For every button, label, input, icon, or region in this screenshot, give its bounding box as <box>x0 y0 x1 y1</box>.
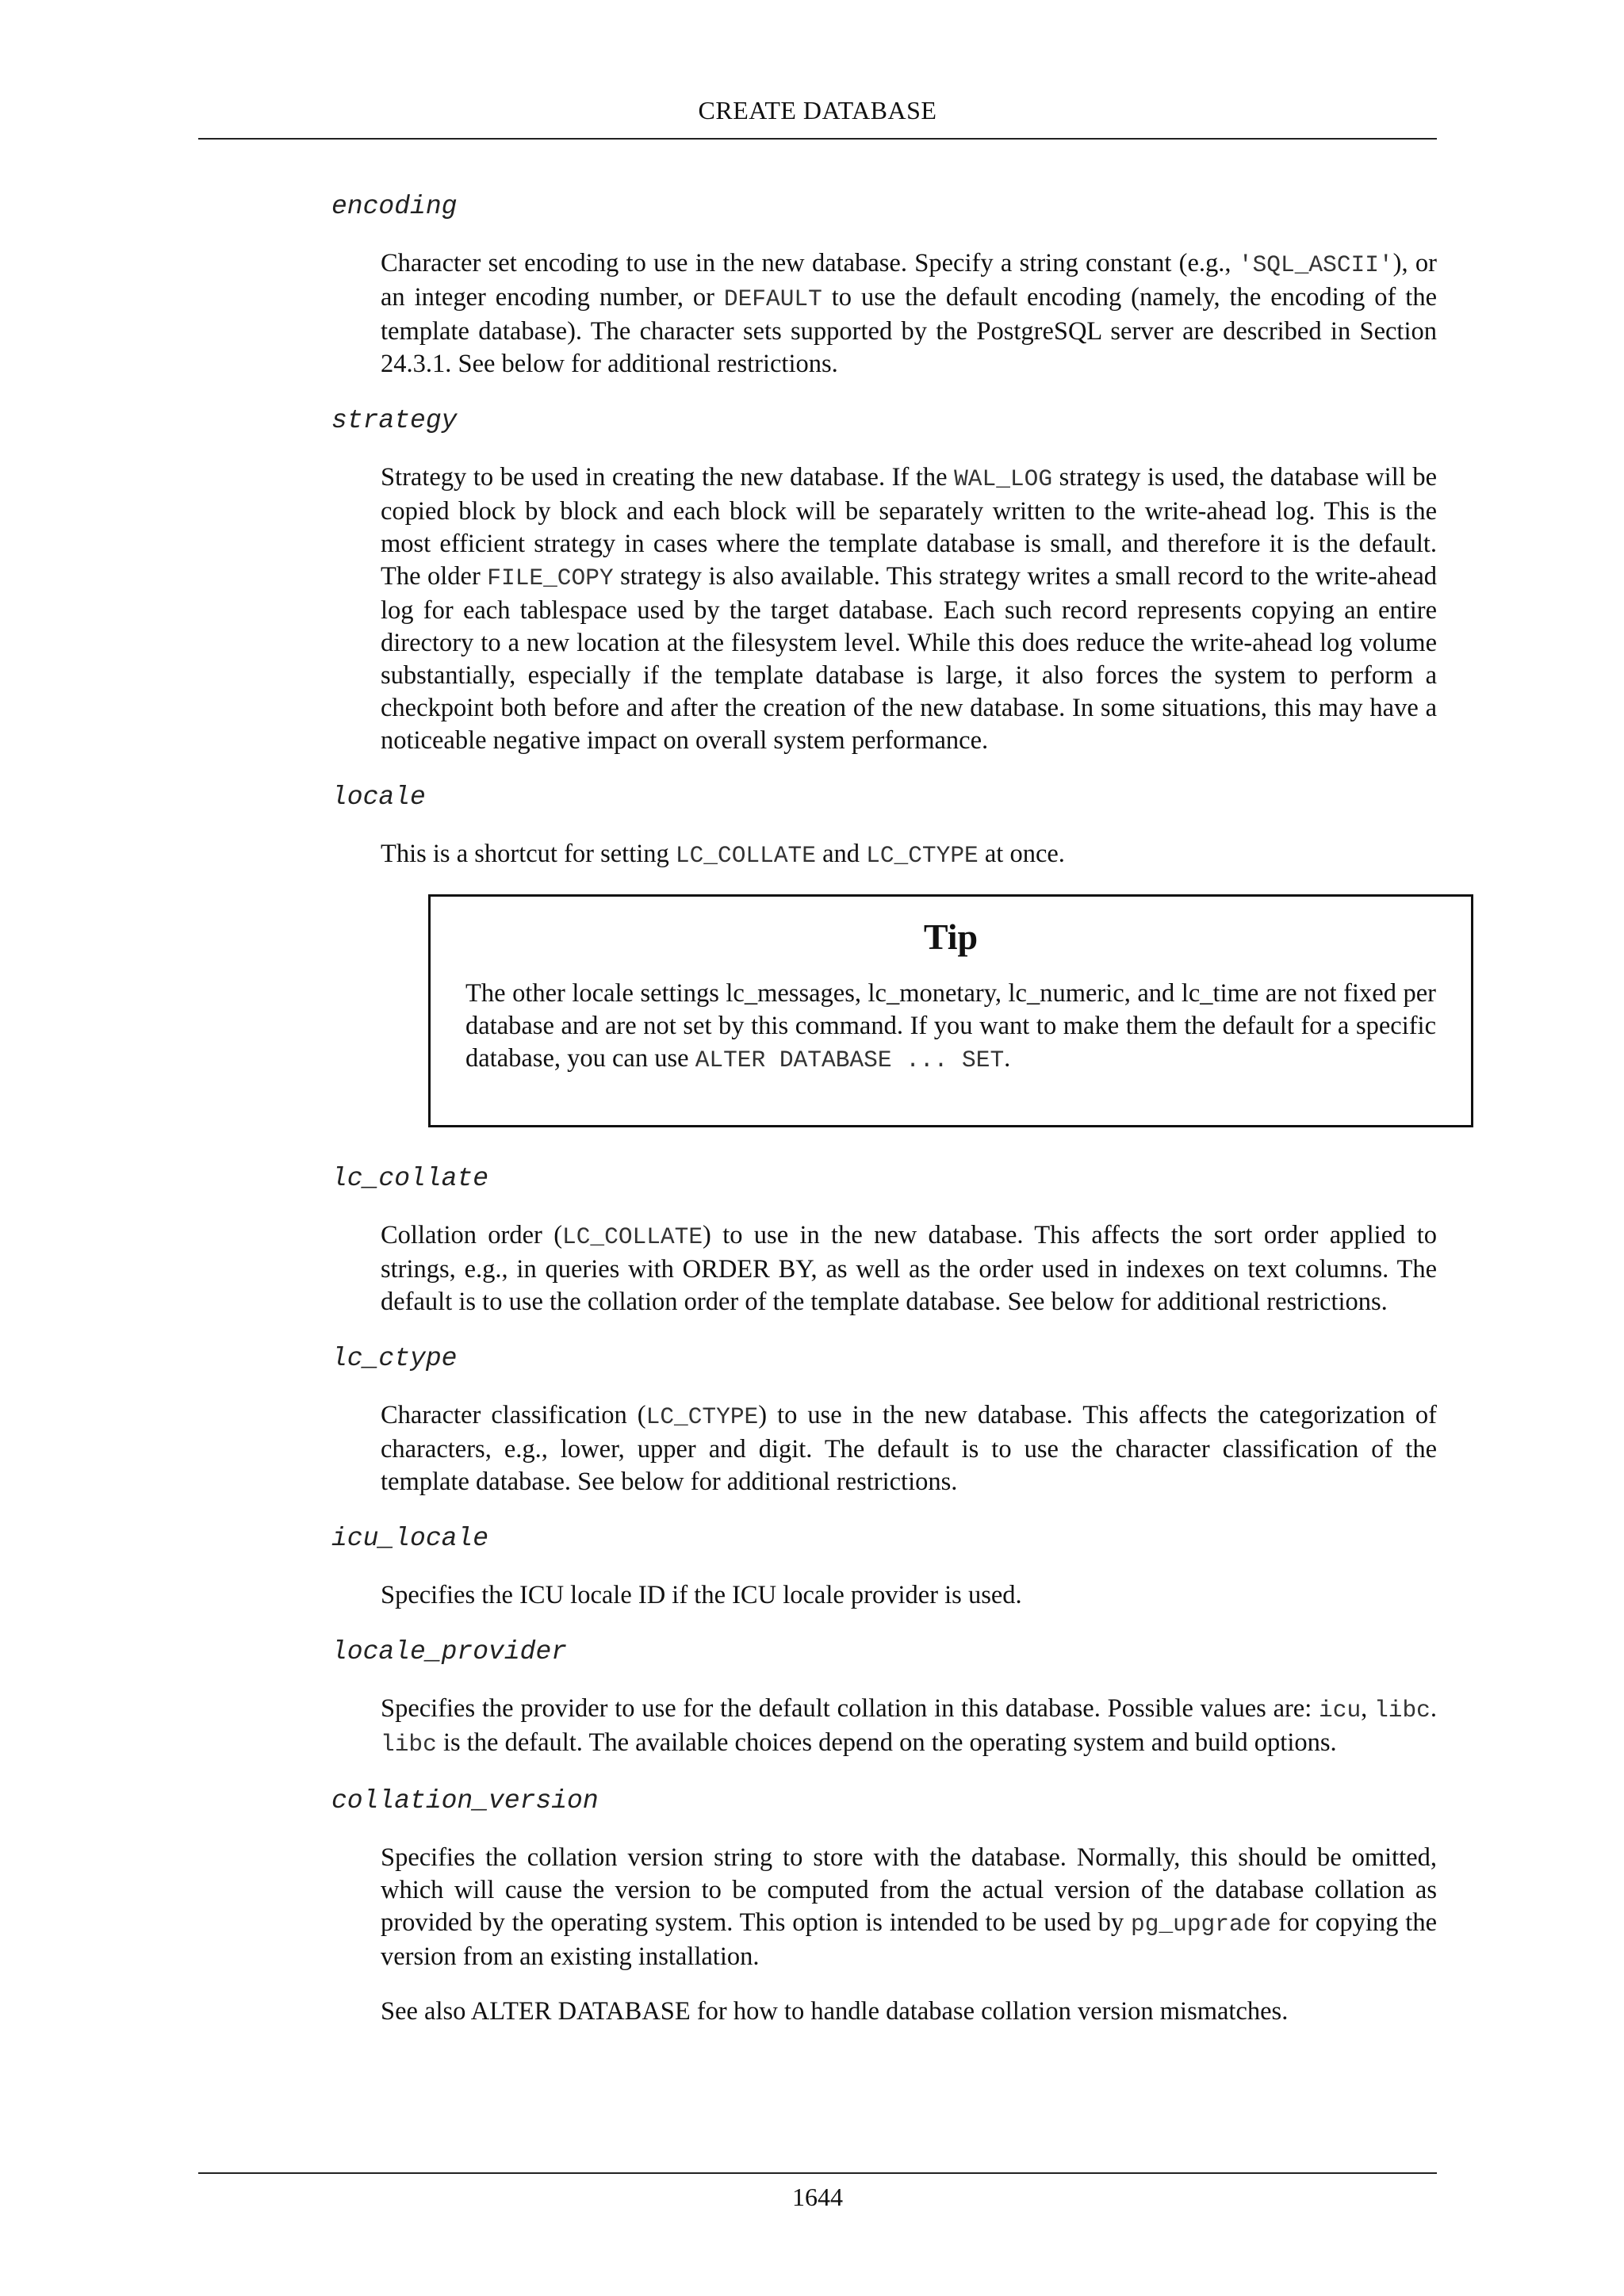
text-segment: Specifies the collation version string to store with the database. Normally, this should be omitted, which will cause the version to be computed from the actual version of the database collation as provided by the operating system. This option is intended to be used by <box>381 1843 1437 1937</box>
page-header <box>198 92 1437 140</box>
param-desc-lc-collate <box>381 1219 1437 1318</box>
text-segment: ) to use in the new database. This affects the sort order applied to strings, e.g., in queries with ORDER BY, as well as the order used in indexes on text columns. The default is to use the collation order of the template database. See below for additional restrictions. <box>381 1221 1437 1316</box>
text-segment: for copying the version from an existing installation. <box>381 1908 1437 1971</box>
text-segment: strategy is used, the database will be copied block by block and each block will be separately written to the write-ahead log. This is the most efficient strategy in cases where the template database is small, and therefore it is the default. The older <box>381 463 1437 591</box>
param-desc-locale <box>381 838 1437 872</box>
param-term-encoding: encoding <box>331 192 458 221</box>
text-segment: Collation order ( <box>381 1221 563 1249</box>
param-term-lc-collate: lc_collate <box>331 1164 489 1193</box>
text-segment: Character set encoding to use in the new database. Specify a string constant (e.g., <box>381 249 1239 277</box>
param-term-lc-ctype: lc_ctype <box>331 1344 458 1373</box>
code-literal: 'SQL_ASCII' <box>1238 251 1393 278</box>
text-segment: to use the default encoding (namely, the encoding of the template database). The character sets supported by the PostgreSQL server are described in Section 24.3.1. See below for additional restrictions. <box>381 283 1437 378</box>
text-segment: Strategy to be used in creating the new database. If the <box>381 463 955 492</box>
param-desc-locale-provider <box>381 1693 1437 1761</box>
param-term-icu-locale: icu_locale <box>331 1524 489 1553</box>
param-term-locale: locale <box>331 783 426 812</box>
page-footer <box>198 2172 1437 2215</box>
page-number: 1644 <box>792 2183 843 2211</box>
param-desc-icu-locale <box>381 1579 1437 1612</box>
code-literal: LC_COLLATE <box>675 842 816 869</box>
code-literal: LC_CTYPE <box>866 842 979 869</box>
page-header-title: CREATE DATABASE <box>698 96 937 124</box>
text-segment: is the default. The available choices depend on the operating system and build options. <box>436 1728 1337 1757</box>
text-segment: ), or an integer encoding number, or <box>381 249 1437 312</box>
code-literal: LC_CTYPE <box>645 1403 759 1430</box>
code-literal: DEFAULT <box>723 285 822 312</box>
text-segment: ) to use in the new database. This affects the categorization of characters, e.g., lower, upper and digit. The default is to use the character classification of the template database. See below for additional restrictions. <box>381 1401 1437 1496</box>
tip-title: Tip <box>923 916 979 957</box>
param-desc-lc-ctype <box>381 1399 1437 1498</box>
text-segment: and <box>815 840 867 868</box>
tip-body <box>465 978 1436 1077</box>
text-segment: Character classification ( <box>381 1401 646 1429</box>
param-see-also-collation-version: See also ALTER DATABASE for how to handle database collation version mismatches. <box>381 1997 1289 2026</box>
text-segment: . <box>1004 1044 1011 1073</box>
param-desc-encoding <box>381 247 1437 381</box>
param-desc-collation-version <box>381 1842 1437 1973</box>
code-literal: pg_upgrade <box>1131 1911 1272 1938</box>
tip-box <box>428 894 1473 1127</box>
param-term-strategy: strategy <box>331 406 458 435</box>
code-literal: LC_COLLATE <box>562 1223 703 1250</box>
code-literal: icu <box>1319 1697 1362 1724</box>
text-segment: at once. <box>978 840 1065 868</box>
code-literal: WAL_LOG <box>954 465 1053 492</box>
text-segment: strategy is also available. This strategy writes a small record to the write-ahead log for each tablespace used by the target database. Each such record represents copying an entire directory to a new location at the filesystem level. While this does reduce the write-ahead log volume substantially, especially if the template database is large, it also forces the system to perform a checkpoint both before and after the creation of the new database. In some situations, this may have a noticeable negative impact on overall system performance. <box>381 562 1438 755</box>
code-literal: FILE_COPY <box>487 564 614 591</box>
param-desc-strategy <box>381 461 1437 757</box>
text-segment: . <box>1430 1694 1437 1723</box>
text-segment: Specifies the provider to use for the default collation in this database. Possible values are: <box>381 1694 1320 1723</box>
text-segment: Specifies the ICU locale ID if the ICU locale provider is used. <box>381 1581 1022 1609</box>
param-term-collation-version: collation_version <box>331 1786 599 1816</box>
parameter-list <box>198 189 1437 2050</box>
code-literal: libc <box>1374 1697 1431 1724</box>
code-literal: ALTER DATABASE ... SET <box>695 1047 1005 1073</box>
text-segment: The other locale settings lc_messages, lc_monetary, lc_numeric, and lc_time are not fixed per database and are not set by this command. If you want to make them the default for a specific database, you can use <box>465 979 1436 1073</box>
text-segment: This is a shortcut for setting <box>381 840 676 868</box>
param-term-locale-provider: locale_provider <box>331 1637 568 1667</box>
code-literal: libc <box>381 1731 437 1758</box>
text-segment: , <box>1361 1694 1375 1723</box>
